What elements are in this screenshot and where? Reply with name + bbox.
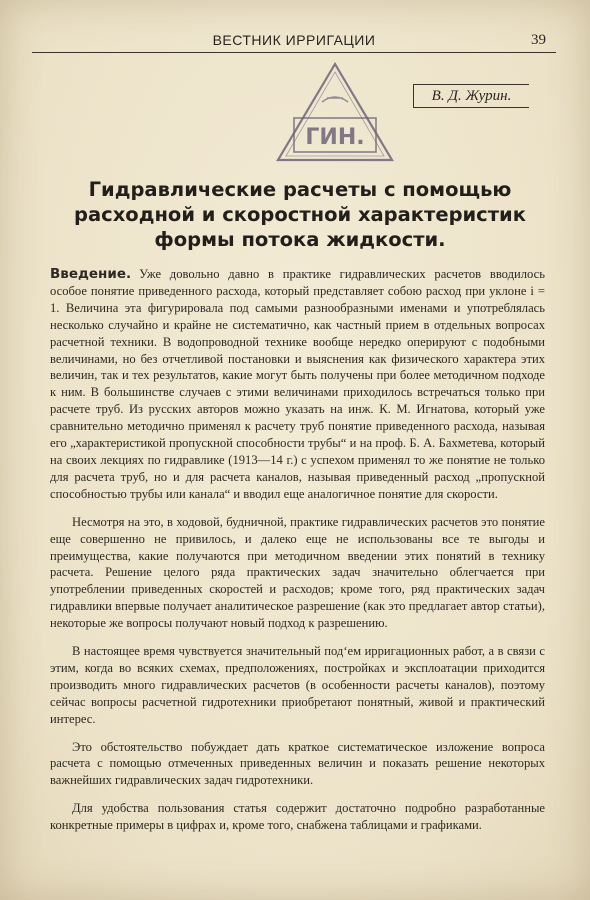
paragraph: Несмотря на это, в ходовой, будничной, практике гидравлических расчетов это понятие еще совершенно не привилось, и далеко еще не использованы все те выгоды и преимущества, какие получаются при методичном введении этих понятий в технику расчета. Решение целого ряда практических задач значительно облегчается при употреблении приведенных скоростей и расходов; кроме того, ряд практических задач гидравлики впервые получает аналитическое разрешение (как это предлагает автор статьи), некоторые же вопросы получают новый подход к разрешению. <box>50 514 545 631</box>
article-body <box>50 266 545 845</box>
paragraph-intro <box>50 266 545 503</box>
paragraph-text: Уже довольно давно в практике гидравлических расчетов вводилось особое понятие приведенного расхода, который представляет собою расход при уклоне i = 1. Величина эта фигурировала под самыми разнообразными именами и употреблялась несколько случайно и крайне не систематично, как частный прием в отдельных вопросах расчетной техники. В водопроводной технике вообще нередко оперируют с подобными величинами, но без отчетливой постановки и выяснения как физического характера этих величин, так и тех результатов, какие могут быть получены при более методичном подходе к ним. В большинстве случаев с этими величинами приходилось встречаться только при расчете труб. Из русских авторов можно указать на инж. К. М. Игнатова, который уже сравнительно методично применял к расчету труб понятие приведенного расхода, называя его „характеристикой пропускной способности трубы“ и на проф. Б. А. Бахметева, который на своих лекциях по гидравлике (1913—14 г.) с успехом применял то же понятие не только для расчета труб, но и для расчета каналов, называя приведенный расход „пропускной способностью трубы или канала“ и вводил еще аналогичное понятие для скорости. <box>50 267 545 501</box>
running-header <box>32 30 556 53</box>
author: В. Д. Журин. <box>413 84 529 108</box>
paragraph: Для удобства пользования статья содержит достаточно подробно разработанные конкретные примеры в цифрах и, кроме того, снабжена таблицами и графиками. <box>50 801 545 833</box>
paragraph: В настоящее время чувствуется значительный под‘ем ирригационных работ, а в связи с этим, когда во всяких схемах, предположениях, постройках и эксплоатации приходится производить много гидравлических расчетов (в особенности расчеты каналов), поэтому сейчас вопросы расчетной гидротехники приобретают понятный, живой и практический интерес. <box>50 644 545 726</box>
intro-heading: Введение. <box>50 266 132 282</box>
page-number: 39 <box>531 32 546 48</box>
institution-stamp <box>272 58 398 168</box>
paragraph: Это обстоятельство побуждает дать краткое систематическое изложение вопроса расчета с помощью отмеченных приведенных величин и показать решение некоторых важнейших гидравлических задач гидротехники. <box>50 739 545 788</box>
journal-title: ВЕСТНИК ИРРИГАЦИИ <box>212 32 376 48</box>
article-title: Гидравлические расчеты с помощью расходной и скоростной характеристик формы потока жидкости. <box>74 178 526 251</box>
stamp-text: ГИН. <box>305 125 365 150</box>
